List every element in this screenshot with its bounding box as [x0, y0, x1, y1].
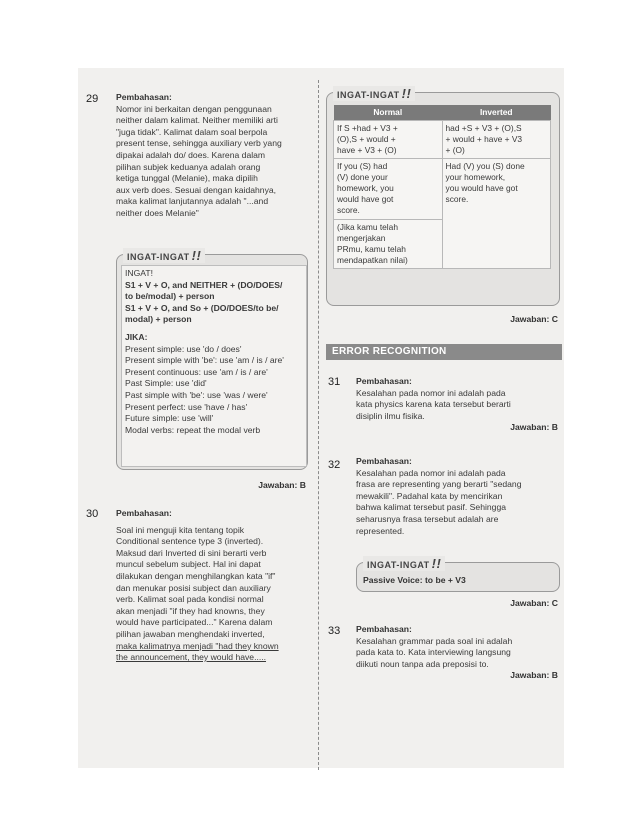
- q32-answer: Jawaban: C: [510, 598, 558, 608]
- question-number-32: 32: [328, 459, 341, 471]
- cell-line: homework, you: [337, 183, 394, 193]
- inverted-table-wrap: [333, 105, 551, 269]
- cell-line: (Jika kamu telah: [337, 222, 398, 232]
- ingat-line: S1 + V + O, and NEITHER + (DO/DOES/: [125, 279, 283, 290]
- ingat-line: modal) + person: [125, 314, 192, 325]
- ingat-line: JIKA:: [125, 331, 148, 342]
- cell-line: + (O): [445, 145, 465, 155]
- q33-answer: Jawaban: B: [510, 670, 558, 681]
- q30-line: Maksud dari Inverted di sini berarti verb: [116, 547, 267, 558]
- section-title-error-recognition: ERROR RECOGNITION: [326, 344, 562, 360]
- ingat-line: Present perfect: use 'have / has': [125, 401, 248, 412]
- q30-line: akan menjadi "if they had knowns, they: [116, 605, 265, 616]
- q29-line: ketiga tunggal (Melanie), maka dipilih: [116, 173, 258, 184]
- q31-explanation: [356, 376, 558, 434]
- cell-line: have + V3 + (O): [337, 145, 397, 155]
- passive-voice-rule: Passive Voice: to be + V3: [363, 575, 466, 585]
- q30-line: Conditional sentence type 3 (inverted).: [116, 536, 264, 547]
- ingat-tag-text: INGAT-INGAT: [337, 90, 400, 100]
- cell-line: Had (V) you (S) done: [445, 161, 525, 171]
- q31-line: kata physics karena kata tersebut berarti: [356, 399, 511, 410]
- q29-line: neither dalam kalimat. Neither memiliki arti: [116, 115, 278, 126]
- q29-line: aux verb does. Sesuai dengan kaidahnya,: [116, 184, 277, 195]
- q30-line: would have participated..." Karena dalam: [116, 617, 273, 628]
- table-row: [334, 121, 551, 159]
- cell-normal: [334, 121, 443, 159]
- q29-line: "juga tidak". Kalimat dalam soal berpola: [116, 126, 268, 137]
- q29-answer: Jawaban: B: [258, 480, 306, 490]
- q30-line: muncul sebelum subject. Hal ini dapat: [116, 559, 261, 570]
- cell-normal: [334, 159, 443, 269]
- question-number-29: 29: [86, 93, 99, 105]
- cell-inverted: [442, 159, 551, 269]
- q29-line: present tense, sehingga auxiliary verb yang: [116, 138, 282, 149]
- q32-line: bahwa kalimat tersebut pasif. Sehingga: [356, 502, 507, 513]
- q33-line: Kesalahan grammar pada soal ini adalah: [356, 635, 513, 646]
- conditional-ingat-box: [326, 86, 560, 306]
- question-number-33: 33: [328, 625, 341, 637]
- cell-line: you would have got: [445, 183, 518, 193]
- q31-heading: Pembahasan:: [356, 376, 412, 386]
- cell-line: had +S + V3 + (O),S: [445, 123, 522, 133]
- table-row: [334, 159, 551, 269]
- q31-line: Kesalahan pada nomor ini adalah pada: [356, 387, 506, 398]
- cell-inverted: [442, 121, 551, 159]
- q32-line: represented.: [356, 525, 405, 536]
- table-header-row: [334, 105, 551, 121]
- q32-line: seharusnya frasa tersebut adalah are: [356, 513, 499, 524]
- q30-paragraph: [116, 525, 306, 664]
- q33-line: diikuti noun tanpa ada preposisi to.: [356, 658, 489, 669]
- ingat-line: Present continuous: use 'am / is / are': [125, 366, 268, 377]
- q30-line: pilihan jawaban menghendaki inverted,: [116, 628, 265, 639]
- q32-line: Kesalahan pada nomor ini adalah pada: [356, 467, 506, 478]
- q29-heading: Pembahasan:: [116, 92, 172, 102]
- q32-heading: Pembahasan:: [356, 456, 412, 466]
- q29-line: pilihan subjek keduanya adalah orang: [116, 161, 261, 172]
- q30-explanation: [116, 508, 306, 664]
- cell-line: score.: [445, 194, 469, 204]
- ingat-line: Future simple: use 'will': [125, 413, 214, 424]
- passive-ingat-box: [356, 556, 560, 592]
- cell-line: + would + have + V3: [445, 134, 523, 144]
- q31-answer: Jawaban: B: [510, 422, 558, 433]
- q30-heading: Pembahasan:: [116, 508, 172, 518]
- q30-line: dan menukar posisi subject dan auxiliary: [116, 582, 271, 593]
- cell-line: (V) done your: [337, 172, 388, 182]
- q32-explanation: [356, 456, 558, 537]
- q30-line: the announcement, they would have.....: [116, 652, 267, 663]
- ingat-bang: !!: [191, 248, 202, 263]
- cell-line: mengerjakan: [337, 233, 386, 243]
- q29-line: neither does Melanie": [116, 207, 199, 218]
- q30-line: maka kalimatnya menjadi "had they known: [116, 640, 279, 651]
- question-number-31: 31: [328, 376, 341, 388]
- q29-line: maka kalimat lanjutannya adalah "...and: [116, 196, 269, 207]
- ingat-line: Present simple: use 'do / does': [125, 343, 242, 354]
- inverted-table: [333, 105, 551, 269]
- cell-line: score.: [337, 205, 360, 215]
- cell-line: your homework,: [445, 172, 506, 182]
- q30-line: verb. Kalimat soal pada kondisi normal: [116, 594, 264, 605]
- ingat-line: INGAT!: [125, 268, 154, 278]
- column-divider: [318, 80, 319, 770]
- q29-ingat-box: [116, 248, 308, 470]
- q29-ingat-content: [121, 265, 307, 467]
- ingat-line: Present simple with 'be': use 'am / is / are': [125, 355, 284, 366]
- q30-line: Soal ini menguji kita tentang topik: [116, 524, 245, 535]
- q29-line: Nomor ini berkaitan dengan penggunaan: [116, 103, 272, 114]
- q32-line: mewakili". Padahal kata by mencirikan: [356, 490, 503, 501]
- header-normal: Normal: [334, 105, 443, 121]
- ingat-tag: [333, 86, 415, 101]
- ingat-tag-text: INGAT-INGAT: [367, 560, 430, 570]
- q31-line: disiplin ilmu fisika.: [356, 410, 425, 421]
- q33-line: pada kata to. Kata interviewing langsung: [356, 647, 511, 658]
- ingat-bang: !!: [431, 556, 442, 571]
- cell-line: If you (S) had: [337, 161, 388, 171]
- cell-line: mendapatkan nilai): [337, 255, 408, 265]
- q30-line: dilakukan dengan menghilangkan kata "if": [116, 570, 276, 581]
- ingat-tag-text: INGAT-INGAT: [127, 252, 190, 262]
- ingat-tag: [363, 556, 445, 571]
- q29-line: dipakai adalah do/ does. Karena dalam: [116, 149, 266, 160]
- q33-explanation: [356, 624, 558, 682]
- ingat-line: Modal verbs: repeat the modal verb: [125, 424, 261, 435]
- cell-line: (O),S + would +: [337, 134, 396, 144]
- q29-paragraph: [116, 104, 306, 220]
- question-number-30: 30: [86, 508, 99, 520]
- ingat-line: to be/modal) + person: [125, 291, 215, 302]
- ingat-tag: [123, 248, 205, 263]
- q32-line: frasa are representing yang berarti "sedang: [356, 479, 522, 490]
- ingat-line: S1 + V + O, and So + (DO/DOES/to be/: [125, 302, 279, 313]
- ingat-line: Past Simple: use 'did': [125, 378, 207, 389]
- q29-explanation: [116, 92, 306, 220]
- cell-line: PRmu, kamu telah: [337, 244, 406, 254]
- ingat-line: Past simple with 'be': use 'was / were': [125, 389, 268, 400]
- cell-line: would have got: [337, 194, 394, 204]
- header-inverted: Inverted: [442, 105, 551, 121]
- conditional-answer: Jawaban: C: [510, 314, 558, 324]
- ingat-bang: !!: [401, 86, 412, 101]
- cell-line: If S +had + V3 +: [337, 123, 398, 133]
- q33-heading: Pembahasan:: [356, 624, 412, 634]
